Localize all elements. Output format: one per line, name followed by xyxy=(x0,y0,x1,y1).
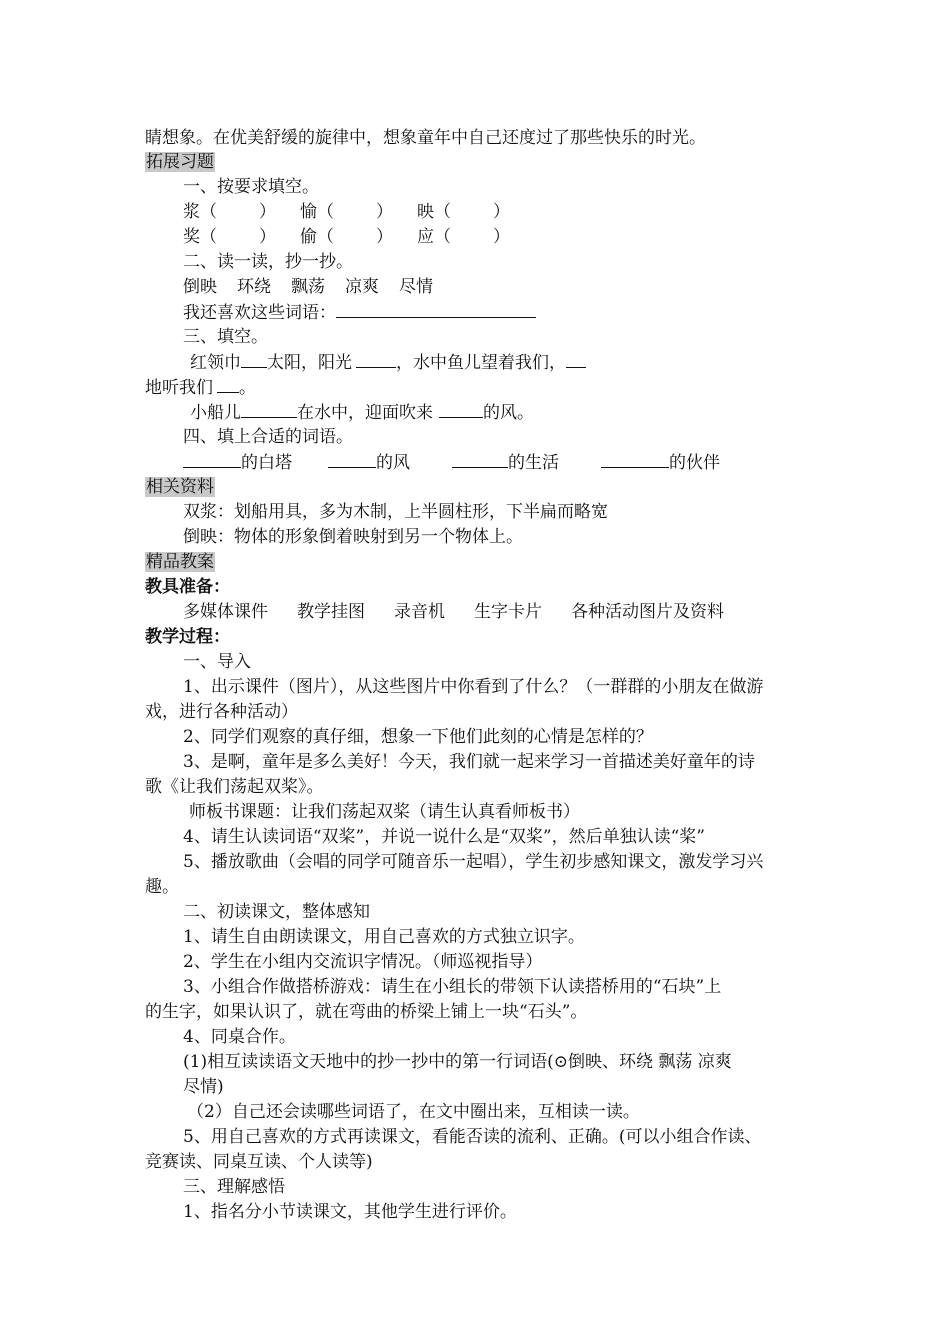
tool-item: 多媒体课件 xyxy=(183,602,268,622)
text-line: 3、小组合作做搭桥游戏：请生在小组长的带领下认读搭桥用的“石块”上 xyxy=(183,977,722,997)
q1-r2-close3: ） xyxy=(493,227,510,247)
q2-word: 飘荡 xyxy=(291,277,325,297)
text-line: 竞赛读、同桌互读、个人读等) xyxy=(145,1152,373,1172)
q2-like-line xyxy=(183,300,536,325)
q3-text: 地听我们 xyxy=(145,378,213,398)
q4-item: 的风 xyxy=(376,453,410,473)
step-heading: 二、初读课文，整体感知 xyxy=(183,902,370,922)
text-line: 歌《让我们荡起双桨》。 xyxy=(145,777,324,797)
q1-r1-close1: ） xyxy=(259,202,276,222)
q1-r1-char1: 浆（ xyxy=(183,202,217,222)
step-heading: 一、导入 xyxy=(183,652,251,672)
ref-line: 双浆：划船用具，多为木制，上半圆柱形，下半扁而略宽 xyxy=(183,502,608,522)
section-heading-resources xyxy=(145,475,215,499)
fill-blank xyxy=(566,350,586,368)
tool-item: 各种活动图片及资料 xyxy=(571,602,724,622)
fill-blank xyxy=(452,450,508,468)
fill-blank xyxy=(601,450,669,468)
q1-row-2 xyxy=(183,225,510,249)
q3-text: 在水中，迎面吹来 xyxy=(297,403,433,423)
process-heading: 教学过程： xyxy=(145,627,230,647)
fill-blank xyxy=(328,450,376,468)
text-line: 1、出示课件（图片），从这些图片中你看到了什么？（一群群的小朋友在做游 xyxy=(183,677,764,697)
fill-blank xyxy=(336,300,536,318)
q2-word: 环绕 xyxy=(237,277,271,297)
text-line: （2）自己还会读哪些词语了，在文中圈出来，互相读一读。 xyxy=(187,1102,640,1122)
text-line: 5、播放歌曲（会唱的同学可随音乐一起唱），学生初步感知课文，激发学习兴 xyxy=(183,852,764,872)
q1-r2-char3: 应（ xyxy=(417,227,451,247)
q3-line-b xyxy=(145,375,256,400)
q3-line-c xyxy=(190,400,534,425)
text-line: 2、学生在小组内交流识字情况。（师巡视指导） xyxy=(183,952,543,972)
heading-highlight: 相关资料 xyxy=(146,477,214,497)
q2-title: 二、读一读，抄一抄。 xyxy=(183,252,353,272)
text-line: 尽情) xyxy=(183,1077,224,1097)
q1-row-1 xyxy=(183,200,510,224)
tool-item: 生字卡片 xyxy=(474,602,542,622)
heading-highlight: 拓展习题 xyxy=(146,152,214,172)
text-line: 1、指名分小节读课文，其他学生进行评价。 xyxy=(183,1202,517,1222)
q1-r1-char3: 映（ xyxy=(417,202,451,222)
q1-r2-char2: 偷（ xyxy=(300,227,334,247)
q3-text: 红领巾 xyxy=(190,353,241,373)
q2-words xyxy=(183,275,433,299)
q4-item: 的伙伴 xyxy=(669,453,720,473)
q1-r2-close2: ） xyxy=(376,227,393,247)
fill-blank xyxy=(183,450,241,468)
section-heading-lesson-plan xyxy=(145,550,215,574)
q1-r2-close1: ） xyxy=(259,227,276,247)
text-line: 5、用自己喜欢的方式再读课文，看能否读的流利、正确。(可以小组合作读、 xyxy=(183,1127,762,1147)
text-line: 师板书课题：让我们荡起双桨（请生认真看师板书） xyxy=(189,802,580,822)
q3-text: 。 xyxy=(239,378,256,398)
q3-line-a xyxy=(190,350,586,375)
q3-text: 太阳，阳光 xyxy=(267,353,352,373)
q4-items xyxy=(183,450,720,475)
text-line: 1、请生自由朗读课文，用自己喜欢的方式独立识字。 xyxy=(183,927,585,947)
ref-line: 倒映：物体的形象倒着映射到另一个物体上。 xyxy=(183,527,523,547)
text-line: 趣。 xyxy=(145,877,179,897)
q2-word: 倒映 xyxy=(183,277,217,297)
tool-item: 录音机 xyxy=(394,602,445,622)
fill-blank xyxy=(241,400,297,418)
section-heading-exercises xyxy=(145,150,215,174)
q2-word: 尽情 xyxy=(399,277,433,297)
q1-r1-char2: 愉（ xyxy=(300,202,334,222)
q4-title: 四、填上合适的词语。 xyxy=(183,427,353,447)
fill-blank xyxy=(356,350,396,368)
q4-item: 的生活 xyxy=(508,453,559,473)
tools-list xyxy=(183,600,724,624)
q1-r2-char1: 奖（ xyxy=(183,227,217,247)
text-line: 睛想象。在优美舒缓的旋律中，想象童年中自己还度过了那些快乐的时光。 xyxy=(145,128,706,148)
q2-word: 凉爽 xyxy=(345,277,379,297)
q1-title: 一、按要求填空。 xyxy=(183,177,319,197)
fill-blank xyxy=(439,400,483,418)
text-line: 4、同桌合作。 xyxy=(183,1027,296,1047)
heading-highlight: 精品教案 xyxy=(146,552,214,572)
step-heading: 三、理解感悟 xyxy=(183,1177,285,1197)
q1-r1-close3: ） xyxy=(493,202,510,222)
q4-item: 的白塔 xyxy=(241,453,292,473)
q1-r1-close2: ） xyxy=(376,202,393,222)
text-line: 4、请生认读词语“双桨”，并说一说什么是“双桨”，然后单独认读“桨” xyxy=(183,827,705,847)
text-line: 2、同学们观察的真仔细，想象一下他们此刻的心情是怎样的？ xyxy=(183,727,653,747)
q3-text: 小船儿 xyxy=(190,403,241,423)
text-line: 戏，进行各种活动） xyxy=(145,702,298,722)
fill-blank xyxy=(241,350,267,368)
tool-item: 教学挂图 xyxy=(297,602,365,622)
q3-title: 三、填空。 xyxy=(183,327,268,347)
tools-heading: 教具准备： xyxy=(145,577,230,597)
q2-like-label: 我还喜欢这些词语： xyxy=(183,303,336,323)
q3-text: 的风。 xyxy=(483,403,534,423)
fill-blank xyxy=(217,375,239,393)
q3-text: ，水中鱼儿望着我们， xyxy=(396,353,566,373)
text-line: (1)相互读读语文天地中的抄一抄中的第一行词语(⊙倒映、环绕 飘荡 凉爽 xyxy=(183,1052,732,1072)
text-line: 3、是啊，童年是多么美好！今天，我们就一起来学习一首描述美好童年的诗 xyxy=(183,752,755,772)
text-line: 的生字，如果认识了，就在弯曲的桥梁上铺上一块“石头”。 xyxy=(145,1002,588,1022)
